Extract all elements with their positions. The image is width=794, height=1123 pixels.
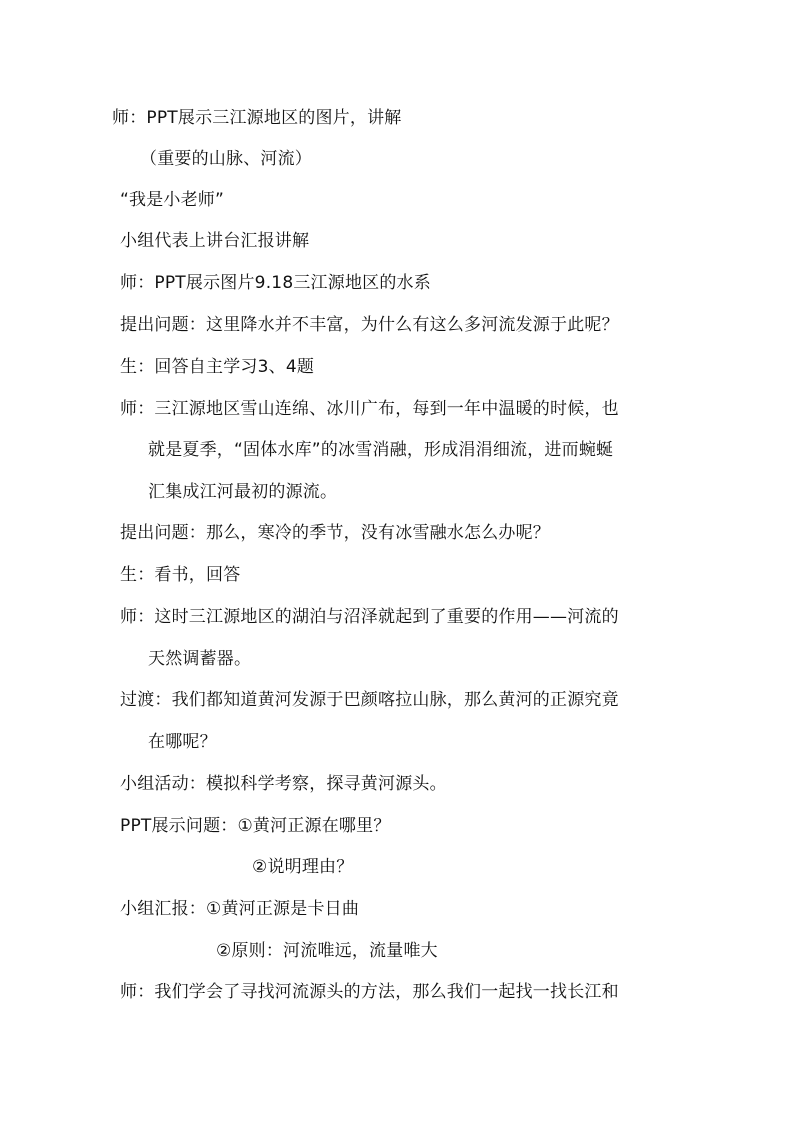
text-line: 就是夏季，“固体水库”的冰雪消融，形成涓涓细流，进而蜿蜒	[148, 440, 614, 460]
text-line: 汇集成江河最初的源流。	[148, 482, 338, 502]
text-line: 生：回答自主学习3、4题	[120, 357, 315, 377]
text-line: 师：三江源地区雪山连绵、冰川广布，每到一年中温暖的时候，也	[120, 399, 619, 419]
text-line: ②原则：河流唯远，流量唯大	[216, 941, 438, 961]
text-line: 小组活动：模拟科学考察，探寻黄河源头。	[120, 774, 447, 794]
text-line: ②说明理由？	[252, 857, 354, 877]
text-line: 师：这时三江源地区的湖泊与沼泽就起到了重要的作用——河流的	[120, 607, 619, 627]
text-line: 小组代表上讲台汇报讲解	[120, 231, 310, 251]
text-line: （重要的山脉、河流）	[140, 149, 312, 169]
text-line: “我是小老师”	[120, 190, 225, 210]
text-line: 提出问题：那么，寒冷的季节，没有冰雪融水怎么办呢？	[120, 523, 550, 543]
text-line: 师：PPT展示图片9.18三江源地区的水系	[120, 273, 431, 293]
text-line: 小组汇报：①黄河正源是卡日曲	[120, 899, 360, 919]
text-line: 过渡：我们都知道黄河发源于巴颜喀拉山脉，那么黄河的正源究竟	[120, 690, 619, 710]
text-line: 提出问题：这里降水并不丰富，为什么有这么多河流发源于此呢？	[120, 315, 619, 335]
text-line: 生：看书，回答	[120, 565, 241, 585]
text-line: 师：PPT展示三江源地区的图片，讲解	[112, 108, 402, 128]
text-line: 师：我们学会了寻找河流源头的方法，那么我们一起找一找长江和	[120, 982, 619, 1002]
text-line: PPT展示问题：①黄河正源在哪里？	[120, 816, 391, 836]
text-line: 天然调蓄器。	[148, 649, 252, 669]
text-line: 在哪呢？	[148, 732, 217, 752]
